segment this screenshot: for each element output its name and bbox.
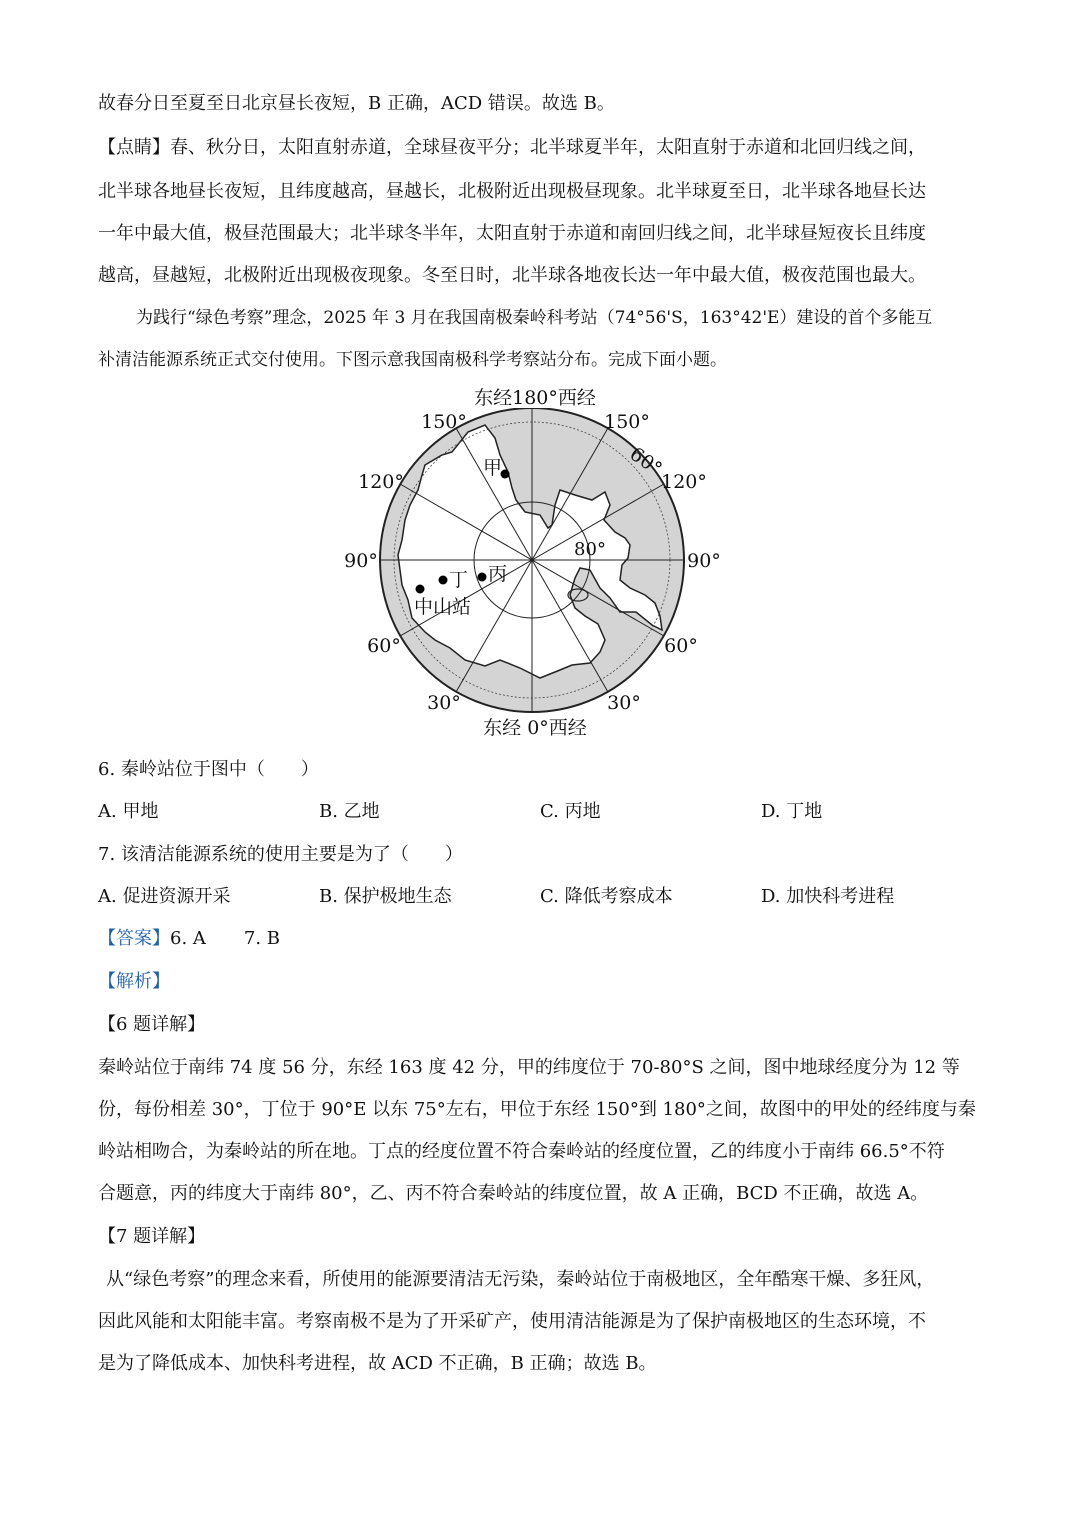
map-label-60-left: 60° xyxy=(367,635,401,657)
intro-line: 为践行“绿色考察”理念，2025 年 3 月在我国南极秦岭科考站（74°56'S，163°42'E）建设的首个多能互 xyxy=(136,308,933,328)
text-line: 岭站相吻合，为秦岭站的所在地。丁点的经度位置不符合秦岭站的经度位置，乙的纬度小于南纬 66.5°不符 xyxy=(98,1141,945,1162)
q7-option-a: A. 促进资源开采 xyxy=(98,886,231,907)
intro-line: 补清洁能源系统正式交付使用。下图示意我国南极科学考察站分布。完成下面小题。 xyxy=(98,350,727,370)
tip-paragraph xyxy=(98,136,926,160)
q6-option-c: C. 丙地 xyxy=(540,801,601,822)
station-bing-label: 丙 xyxy=(488,563,508,585)
text-line: 故春分日至夏至日北京昼长夜短，B 正确，ACD 错误。故选 B。 xyxy=(98,93,615,114)
answer-6: 6. A xyxy=(170,928,206,949)
map-label-30-left: 30° xyxy=(427,692,461,714)
map-label-top: 东经180°西经 xyxy=(474,387,596,409)
detail-6-title: 【6 题详解】 xyxy=(98,1014,206,1035)
text-line: 合题意，丙的纬度大于南纬 80°，乙、丙不符合秦岭站的纬度位置，故 A 正确，BCD 不正确，故选 A。 xyxy=(98,1183,929,1204)
text-line: 秦岭站位于南纬 74 度 56 分，东经 163 度 42 分，甲的纬度位于 70-80°S 之间，图中地球经度分为 12 等 xyxy=(98,1057,960,1078)
map-label-bottom: 东经 0°西经 xyxy=(483,717,587,739)
q6-option-a: A. 甲地 xyxy=(98,801,159,822)
q7-option-b: B. 保护极地生态 xyxy=(319,886,452,907)
station-jia-label: 甲 xyxy=(483,457,503,479)
map-label-150-left: 150° xyxy=(421,411,467,433)
q6-option-d: D. 丁地 xyxy=(761,801,823,822)
text-line: 因此风能和太阳能丰富。考察南极不是为了开采矿产，使用清洁能源是为了保护南极地区的生态环境，不 xyxy=(98,1311,926,1332)
analysis-tag: 【解析】 xyxy=(98,971,170,992)
text-line: 北半球各地昼长夜短，且纬度越高，昼越长，北极附近出现极昼现象。北半球夏至日，北半球各地昼长达 xyxy=(98,181,926,202)
answer-tag: 【答案】 xyxy=(98,928,170,949)
question-7-stem: 7. 该清洁能源系统的使用主要是为了（ ） xyxy=(98,844,463,865)
tip-tag: 【点睛】 xyxy=(98,137,170,158)
map-label-90-right: 90° xyxy=(687,550,721,572)
map-label-30-right: 30° xyxy=(607,692,641,714)
text-line: 春、秋分日，太阳直射赤道，全球昼夜平分；北半球夏半年，太阳直射于赤道和北回归线之间， xyxy=(170,137,926,158)
text-line: 从“绿色考察”的理念来看，所使用的能源要清洁无污染，秦岭站位于南极地区，全年酷寒干燥、多狂风， xyxy=(106,1269,935,1290)
station-ding-label: 丁 xyxy=(449,569,469,591)
map-label-150-right: 150° xyxy=(604,411,650,433)
map-label-120-left: 120° xyxy=(358,471,404,493)
text-line: 一年中最大值，极昼范围最大；北半球冬半年，太阳直射于赤道和南回归线之间，北半球昼短夜长且纬度 xyxy=(98,223,926,244)
map-label-60-ring: 60° xyxy=(625,442,666,481)
map-label-60-right: 60° xyxy=(664,635,698,657)
text-line: 份，每份相差 30°，丁位于 90°E 以东 75°左右，甲位于东经 150°到 180°之间，故图中的甲处的经纬度与秦 xyxy=(98,1099,976,1120)
q7-option-d: D. 加快科考进程 xyxy=(761,886,895,907)
map-label-120-right: 120° xyxy=(661,471,707,493)
question-6-stem: 6. 秦岭站位于图中（ ） xyxy=(98,759,319,780)
text-line: 是为了降低成本、加快科考进程，故 ACD 不正确，B 正确；故选 B。 xyxy=(98,1353,657,1374)
map-label-80: 80° xyxy=(574,539,606,560)
station-zhongshan-label: 中山站 xyxy=(414,596,472,618)
station-bing-dot xyxy=(478,573,487,582)
answer-line xyxy=(98,927,280,951)
detail-7-title: 【7 题详解】 xyxy=(98,1226,206,1247)
text-line: 越高，昼越短，北极附近出现极夜现象。冬至日时，北半球各地夜长达一年中最大值，极夜范围也最大。 xyxy=(98,265,926,286)
q6-option-b: B. 乙地 xyxy=(319,801,380,822)
answer-7: 7. B xyxy=(243,928,281,949)
antarctic-map xyxy=(344,380,730,740)
q7-option-c: C. 降低考察成本 xyxy=(540,886,673,907)
station-ding-dot xyxy=(439,576,448,585)
map-label-90-left: 90° xyxy=(344,550,378,572)
station-zhongshan-dot xyxy=(416,585,425,594)
